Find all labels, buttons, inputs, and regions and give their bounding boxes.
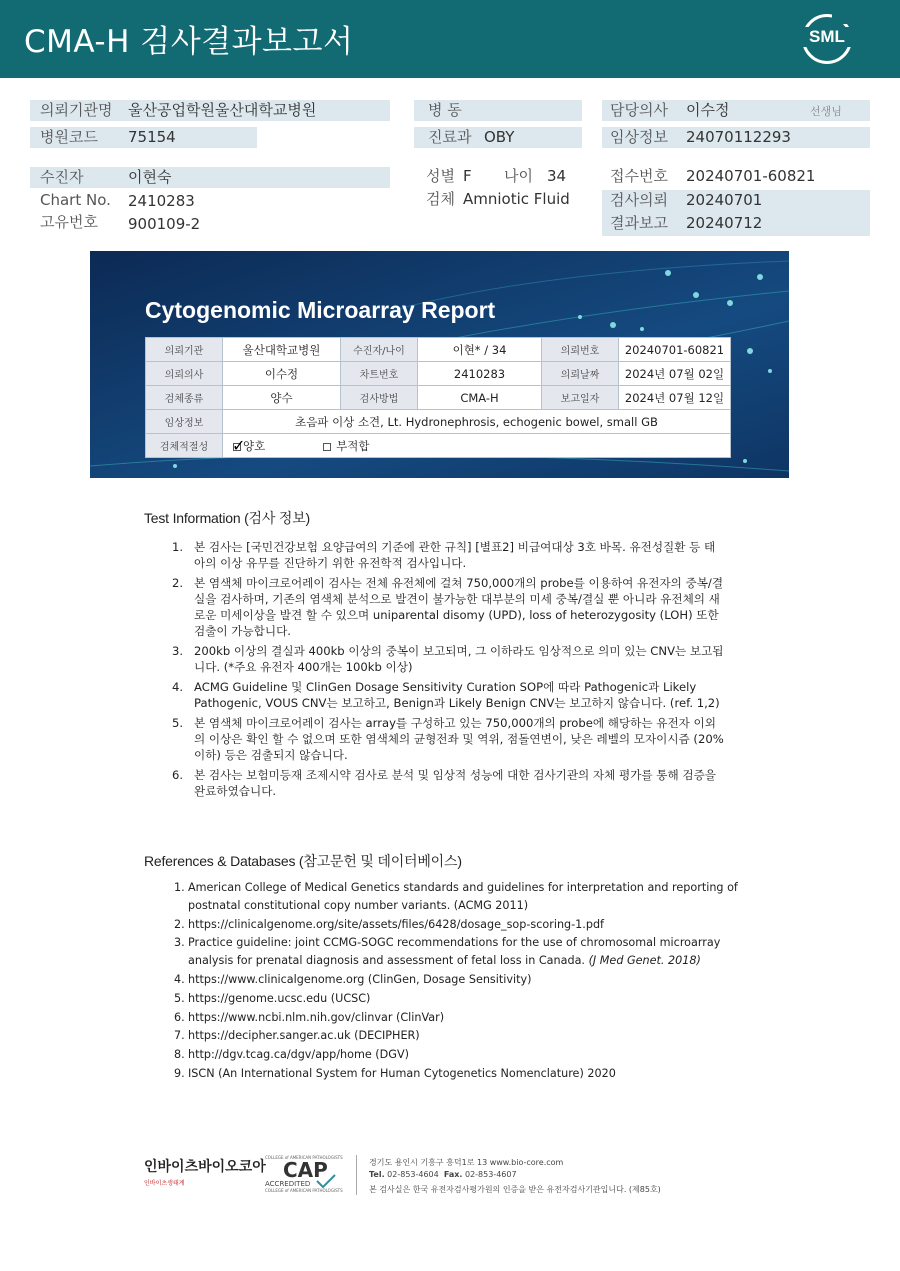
adequacy-notok-label: 부적합 (336, 438, 370, 453)
info-bar-patient (30, 167, 390, 188)
table-row (146, 362, 731, 386)
doctor-value: 이수정 (686, 101, 730, 119)
adequacy-ok-label: 양호 (243, 438, 266, 453)
list-item: 1. American College of Medical Genetics standards and guidelines for interpretation and reporting of postnatal constitutional copy number variants. (ACMG 2011) (174, 881, 738, 912)
report-card-title: Cytogenomic Microarray Report (145, 297, 496, 323)
list-item: 6. https://www.ncbi.nlm.nih.gov/clinvar (ClinVar) (174, 1010, 445, 1024)
list-item: 3. 200kb 이상의 결실과 400kb 이상의 중복이 보고되며, 그 이하라도 임상적으로 의미 있는 CNV는 보고됩니다. (*주요 유전자 400개는 100kb 이상) (172, 644, 724, 674)
sex-value: F (463, 167, 472, 185)
dept-value: OBY (484, 128, 515, 146)
test-info-title: Test Information (검사 정보) (144, 510, 310, 526)
hosp-code-value: 75154 (128, 128, 176, 146)
list-item: 7. https://decipher.sanger.ac.uk (DECIPHER) (174, 1029, 420, 1043)
age-value: 34 (547, 167, 567, 185)
table-header-clinical: 임상정보 (146, 410, 223, 434)
header-bar (0, 0, 900, 78)
list-item: 5. https://genome.ucsc.edu (UCSC) (174, 991, 371, 1005)
request-label: 검사의뢰 (610, 191, 668, 209)
receipt-value: 20240701-60821 (686, 167, 816, 185)
sml-logo (802, 14, 852, 64)
logo-text: SML (802, 27, 852, 47)
table-value-patient: 이현* / 34 (418, 338, 542, 362)
table-value-chart: 2410283 (418, 362, 542, 386)
report-summary-table (145, 337, 731, 458)
table-row (146, 338, 731, 362)
cap-top-text: COLLEGE of AMERICAN PATHOLOGISTS (265, 1155, 343, 1160)
specimen-label: 검체 (426, 190, 455, 208)
test-info-list (172, 539, 724, 803)
chart-label: Chart No. (40, 191, 111, 209)
cap-accredited-text: ACCREDITED (265, 1180, 311, 1188)
list-item: 6. 본 검사는 보험미등재 조제시약 검사로 분석 및 임상적 성능에 대한 검사기관의 자체 평가를 통해 검증을 완료하였습니다. (172, 768, 716, 798)
checkmark-icon: ✓ (232, 435, 246, 455)
clinical-value: 24070112293 (686, 128, 791, 146)
cap-check-icon (315, 1173, 337, 1189)
references-list (174, 879, 748, 1084)
company-logo (144, 1156, 266, 1187)
report-value: 20240712 (686, 214, 763, 232)
table-value-inst: 울산대학교병원 (223, 338, 341, 362)
table-row (146, 434, 731, 458)
table-value-method: CMA-H (418, 386, 542, 410)
list-item: 4. https://www.clinicalgenome.org (ClinGen, Dosage Sensitivity) (174, 972, 532, 986)
table-value-adequacy (223, 434, 731, 458)
ref3-journal: (J Med Genet. 2018) (588, 954, 701, 968)
hosp-code-label: 병원코드 (40, 128, 98, 146)
footer-notice: 본 검사실은 한국 유전자검사평가원의 인증을 받은 유전자검사기관입니다. (제85호) (369, 1185, 661, 1194)
table-value-reqdate: 2024년 07월 02일 (619, 362, 731, 386)
chart-value: 2410283 (128, 192, 195, 210)
specimen-value: Amniotic Fluid (463, 190, 570, 208)
cap-accredited-logo (265, 1155, 345, 1195)
table-header-spec: 검체종류 (146, 386, 223, 410)
unique-label: 고유번호 (40, 213, 98, 231)
table-row (146, 386, 731, 410)
list-item: 9. ISCN (An International System for Human Cytogenetics Nomenclature) 2020 (174, 1066, 616, 1080)
table-header-reqno: 의뢰번호 (542, 338, 619, 362)
footer-address: 경기도 용인시 기흥구 흥덕1로 13 www.bio-core.com (369, 1158, 564, 1167)
receipt-label: 접수번호 (610, 167, 668, 185)
table-header-doctor: 의뢰의사 (146, 362, 223, 386)
list-item: 8. http://dgv.tcag.ca/dgv/app/home (DGV) (174, 1048, 409, 1062)
table-value-doctor: 이수정 (223, 362, 341, 386)
table-header-reqdate: 의뢰날짜 (542, 362, 619, 386)
dept-label: 진료과 (428, 128, 472, 146)
patient-value: 이현숙 (128, 168, 172, 186)
ward-label: 병 동 (428, 101, 462, 119)
checkbox-ok (232, 435, 246, 455)
footer-divider (356, 1155, 357, 1195)
report-card (90, 251, 789, 478)
table-header-adequacy: 검체적절성 (146, 434, 223, 458)
doctor-suffix: 선생님 (810, 105, 842, 118)
table-value-reqno: 20240701-60821 (619, 338, 731, 362)
list-item: 5. 본 염색체 마이크로어레이 검사는 array를 구성하고 있는 750,000개의 probe에 해당하는 유전자 이외의 이상은 확인 할 수 없으며 또한 염색체의 균형전좌 및 역위, 점돌연변이, 낮은 레벨의 모자이시즘 (20% 이하) 등은 검출되지 않습니다. (172, 716, 724, 762)
request-value: 20240701 (686, 191, 763, 209)
page-title: CMA-H 검사결과보고서 (24, 24, 354, 60)
list-item: 4. ACMG Guideline 및 ClinGen Dosage Sensitivity Curation SOP에 따라 Pathogenic과 Likely Pathogenic, VOUS CNV는 보고하고, Benign과 Likely Benign CNV는 보고하지 않습니다. (ref. 1,2) (172, 680, 720, 710)
report-label: 결과보고 (610, 214, 668, 232)
company-sub: 인바이츠생태계 (144, 1180, 185, 1187)
unique-value: 900109-2 (128, 215, 201, 233)
company-name: 인바이츠바이오코아 (144, 1159, 266, 1175)
doctor-label: 담당의사 (610, 101, 668, 119)
clinical-label: 임상정보 (610, 128, 668, 146)
cap-bottom-text: COLLEGE of AMERICAN PATHOLOGISTS (265, 1188, 343, 1193)
footer-contact: Tel. 02-853-4604 Fax. 02-853-4607 (369, 1170, 517, 1179)
table-value-clinical: 초음파 이상 소견, Lt. Hydronephrosis, echogenic bowel, small GB (223, 410, 731, 434)
list-item: 2. 본 염색체 마이크로어레이 검사는 전체 유전체에 걸쳐 750,000개의 probe를 이용하여 유전자의 중복/결실을 검사하며, 기존의 염색체 분석으로 발견이 불가능한 대부분의 미세 중복/결실 뿐 아니라 유전체의 새로운 미세이상을 발견 할 수 있으며 uniparental disomy (UPD), loss of heterozygosity (LOH) 또한 검출이 가능합니다. (172, 576, 724, 638)
table-header-patient: 수진자/나이 (341, 338, 418, 362)
table-header-repdate: 보고일자 (542, 386, 619, 410)
list-item: 3. Practice guideline: joint CCMG-SOGC recommendations for the use of chromosomal microarray analysis for prenatal diagnosis and assessment of fetal loss in Canada. (J Med Genet. 2018) (174, 936, 721, 968)
age-label: 나이 (504, 167, 533, 185)
list-item: 2. https://clinicalgenome.org/site/assets/files/6428/dosage_sop-scoring-1.pdf (174, 917, 604, 931)
table-header-inst: 의뢰기관 (146, 338, 223, 362)
references-title: References & Databases (참고문헌 및 데이터베이스) (144, 853, 462, 869)
sex-label: 성별 (426, 167, 455, 185)
table-header-method: 검사방법 (341, 386, 418, 410)
cap-text: CAP (283, 1158, 328, 1182)
req-inst-label: 의뢰기관명 (40, 101, 113, 119)
req-inst-value: 울산공업학원울산대학교병원 (128, 101, 317, 119)
table-header-chart: 차트번호 (341, 362, 418, 386)
table-row (146, 410, 731, 434)
table-value-repdate: 2024년 07월 12일 (619, 386, 731, 410)
table-value-spec: 양수 (223, 386, 341, 410)
list-item: 1. 본 검사는 [국민건강보험 요양급여의 기준에 관한 규칙] [별표2] 비급여대상 3호 바목. 유전성질환 등 태아의 이상 유무를 진단하기 위한 유전학적 검사입니다. (172, 540, 716, 570)
checkbox-not-ok (323, 443, 331, 451)
patient-label: 수진자 (40, 168, 84, 186)
